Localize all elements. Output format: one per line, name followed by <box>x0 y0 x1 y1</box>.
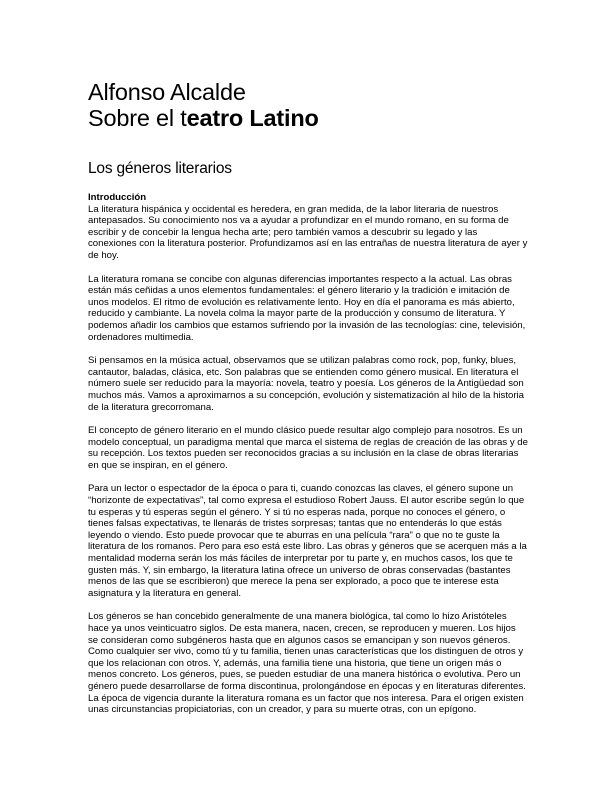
author-name: Alfonso Alcalde <box>88 79 246 105</box>
paragraph-1: La literatura hispánica y occidental es heredera, en gran medida, de la labor literaria de nuestros antepasados. Su conocimiento nos va a ayudar a profundizar en el mundo romano, en su forma de escribir y de concebir la lengua hecha arte; pero también vamos a descubrir su legado y las conexiones con la literatura posterior. Profundizamos así en las entrañas de nuestra literatura de ayer y de hoy. <box>88 203 528 261</box>
title-bold: eatro Latino <box>186 105 319 131</box>
document-page <box>88 79 528 728</box>
paragraph-6: Los géneros se han concebido generalmente de una manera biológica, tal como lo hizo Aristóteles hace ya unos veinticuatro siglos. De esta manera, nacen, crecen, se reproducen y mueren. Los hijos se consideran como subgéneros hasta que en algunos casos se emancipan y son nuevos géneros. Como cualquier ser vivo, como tú y tu familia, tienen unas características que los distinguen de otros y que los relacionan con otros. Y, además, una familia tiene una historia, que tiene un origen más o menos concreto. Los géneros, pues, se pueden estudiar de una manera histórica o evolutiva. Pero un género puede desarrollarse de forma discontinua, prolongándose en épocas y en literaturas diferentes. La época de vigencia durante la literatura romana es un factor que nos interesa. Para el origen existen unas circunstancias propiciatorias, con un creador, y para su muerte otras, con un epígono. <box>88 611 526 716</box>
intro-heading: Introducción <box>88 192 147 203</box>
section-title: Los géneros literarios <box>88 160 232 177</box>
paragraph-5: Para un lector o espectador de la época o para ti, cuando conozcas las claves, el género supone un “horizonte de expectativas”, tal como expresa el estudioso Robert Jauss. El autor escribe según lo que tu esperas y tú esperas según el género. Y si tú no esperas nada, porque no conoces el género, o tienes falsas expectativas, te llenarás de tristes sorpresas; tantas que no entenderás lo que estás leyendo o viendo. Esto puede provocar que te aburras en una película “rara” o que no te guste la literatura de los romanos. Pero para eso está este libro. Las obras y géneros que se acerquen más a la mentalidad moderna serán los más fáciles de interpretar por tu parte y, en muchos casos, los que te gusten más. Y, sin embargo, la literatura latina ofrece un universo de obras conservadas (bastantes menos de las que se escribieron) que merece la pena ser explorado, a poco que te interese esta asignatura y la literatura en general. <box>88 483 527 599</box>
paragraph-2: La literatura romana se concibe con algunas diferencias importantes respecto a la actual. Las obras están más ceñidas a unos elementos fundamentales: el género literario y la tradición e imitación de unos modelos. El ritmo de evolución es relativamente lento. Hoy en día el panorama es más abierto, reducido y cambiante. La novela colma la mayor parte de la producción y consumo de literatura. Y podemos añadir los cambios que estamos sufriendo por la invasión de las tecnologías: cine, televisión, ordenadores multimedia. <box>88 273 526 343</box>
paragraph-3: Si pensamos en la música actual, observamos que se utilizan palabras como rock, pop, funky, blues, cantautor, baladas, clásica, etc. Son palabras que se entienden como género musical. En literatura el número suele ser reducido para la mayoría: novela, teatro y poesía. Los géneros de la Antigüedad son muchos más. Vamos a aproximarnos a su concepción, evolución y sistematización al hilo de la historia de la literatura grecorromana. <box>88 355 525 413</box>
paragraph-4: El concepto de género literario en el mundo clásico puede resultar algo complejo para nosotros. Es un modelo conceptual, un paradigma mental que marca el sistema de reglas de creación de las obras y de su recepción. Los textos pueden ser reconocidos gracias a su inclusión en la clase de obras literarias en que se inspiran, en el género. <box>88 425 528 471</box>
document-title <box>88 105 528 131</box>
title-prefix: Sobre el t <box>88 105 187 131</box>
